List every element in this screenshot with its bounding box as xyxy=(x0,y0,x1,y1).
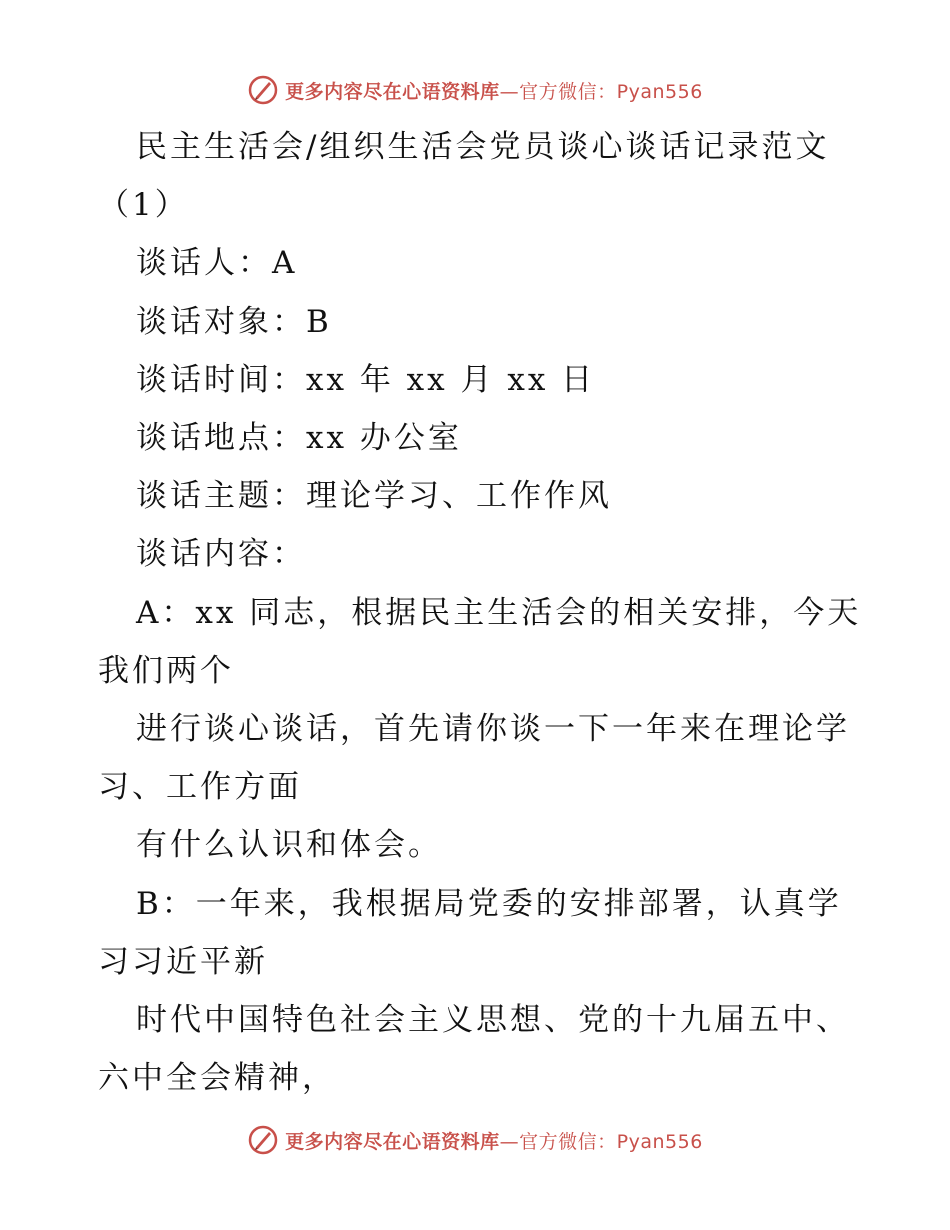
watermark-text: 更多内容尽在心语资料库—官方微信：Pyan556 xyxy=(285,80,703,103)
document-title: 民主生活会/组织生活会党员谈心谈话记录范文 xyxy=(136,129,830,165)
text-line: （1） xyxy=(98,187,189,224)
quill-logo-icon xyxy=(247,74,279,106)
text-line: 谈话对象：B xyxy=(136,303,332,340)
quill-logo-icon xyxy=(247,1124,279,1156)
text-line: 谈话人：A xyxy=(136,245,298,282)
text-line: 我们两个 xyxy=(98,652,234,689)
text-line: 六中全会精神， xyxy=(98,1060,336,1097)
text-line: 习、工作方面 xyxy=(98,769,302,806)
text-line: 进行谈心谈话，首先请你谈一下一年来在理论学 xyxy=(136,711,850,747)
text-line: 习习近平新 xyxy=(98,943,268,980)
text-line: 时代中国特色社会主义思想、党的十九届五中、 xyxy=(136,1002,850,1038)
text-line: 谈话主题：理论学习、工作作风 xyxy=(136,478,612,515)
footer-watermark xyxy=(0,1120,950,1160)
text-line: 谈话时间：xx 年 xx 月 xx 日 xyxy=(136,361,596,398)
text-line: 谈话内容： xyxy=(136,536,306,573)
text-line: 谈话地点：xx 办公室 xyxy=(136,420,462,456)
header-watermark xyxy=(0,70,950,110)
watermark-text: 更多内容尽在心语资料库—官方微信：Pyan556 xyxy=(285,1130,703,1153)
text-line: A：xx 同志，根据民主生活会的相关安排，今天 xyxy=(136,594,862,631)
text-line: B：一年来，我根据局党委的安排部署，认真学 xyxy=(136,885,842,922)
text-line: 有什么认识和体会。 xyxy=(136,827,442,864)
